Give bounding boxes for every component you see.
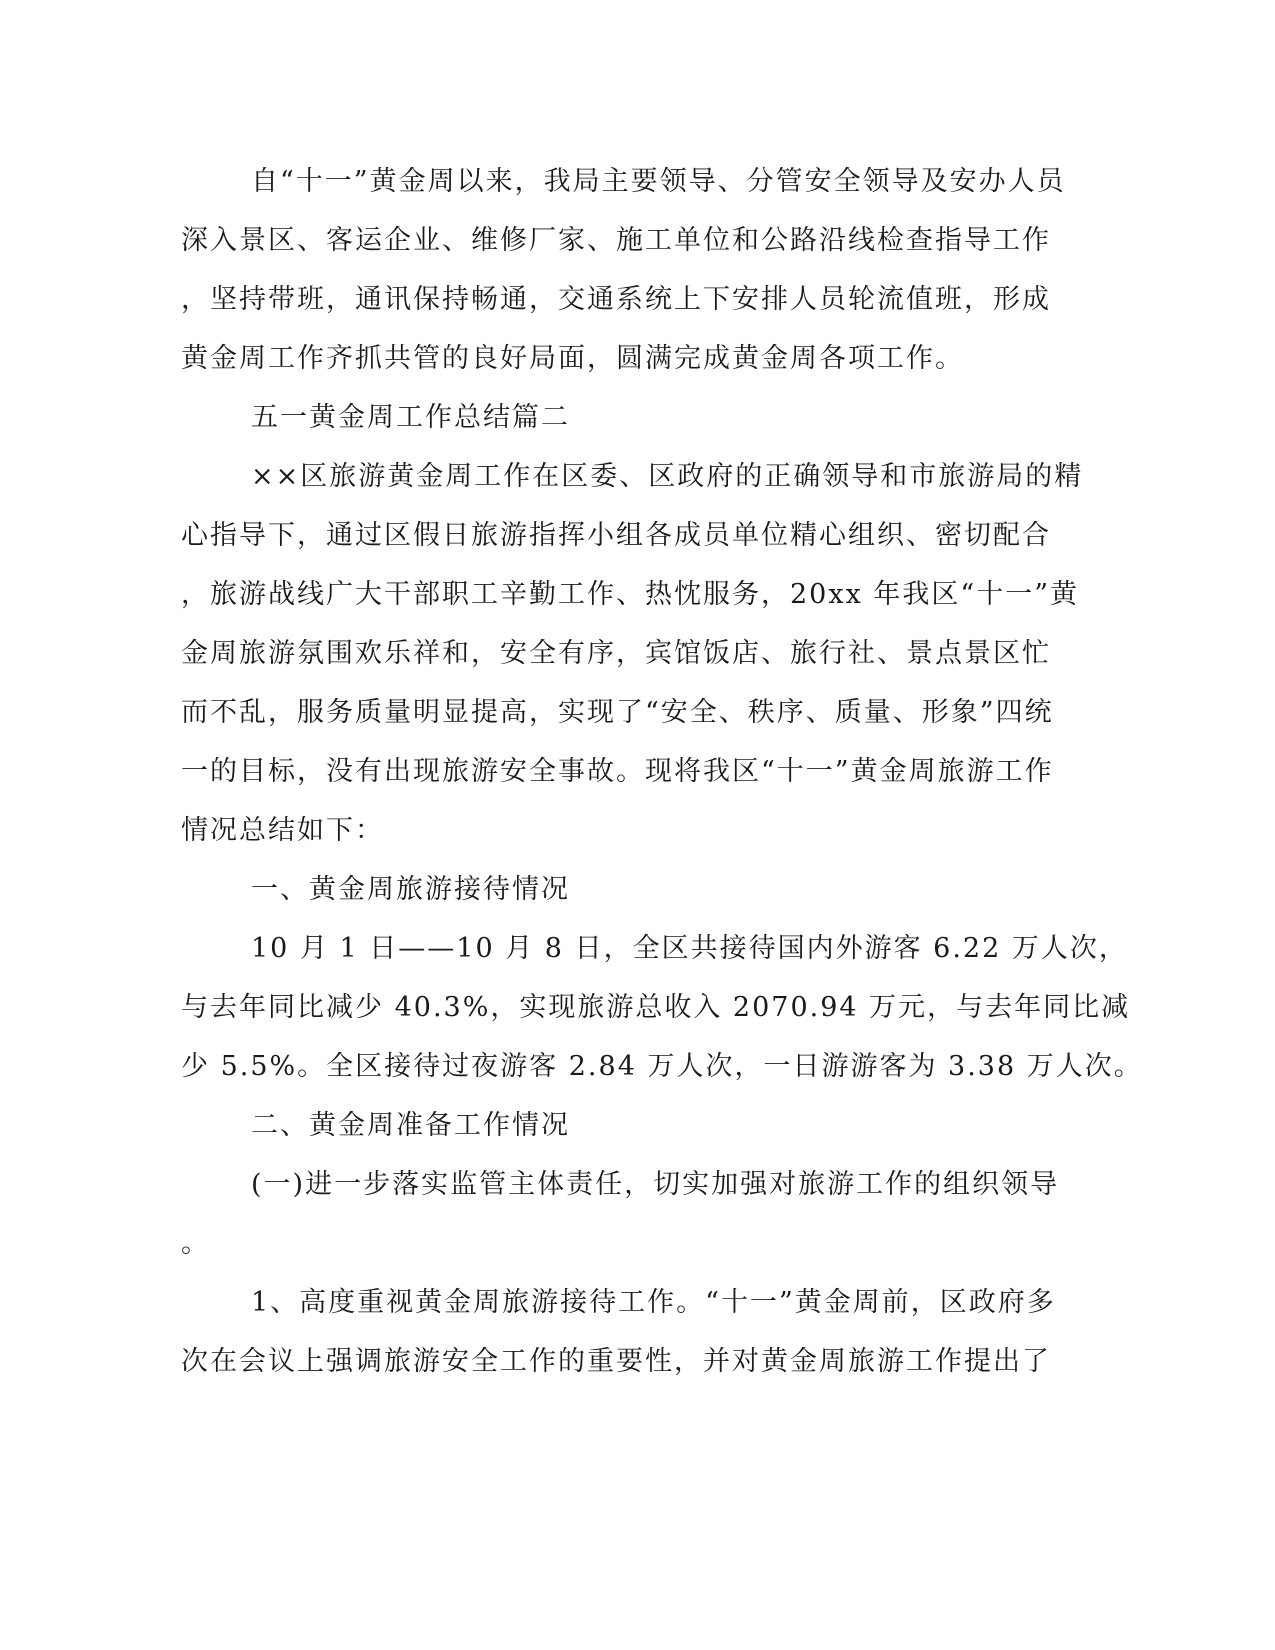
- paragraph-line: 金周旅游氛围欢乐祥和，安全有序，宾馆饭店、旅行社、景点景区忙: [181, 638, 1051, 669]
- paragraph-line: 次在会议上强调旅游安全工作的重要性，并对黄金周旅游工作提出了: [181, 1346, 1051, 1377]
- paragraph-line: 1、高度重视黄金周旅游接待工作。“十一”黄金周前，区政府多: [251, 1287, 1056, 1318]
- paragraph-line: 自“十一”黄金周以来，我局主要领导、分管安全领导及安办人员: [251, 166, 1066, 197]
- paragraph-line: 10 月 1 日——10 月 8 日，全区共接待国内外游客 6.22 万人次，: [251, 933, 1128, 964]
- paragraph-line: 少 5.5%。全区接待过夜游客 2.84 万人次，一日游游客为 3.38 万人次。: [181, 1051, 1143, 1082]
- paragraph-line: ，坚持带班，通讯保持畅通，交通系统上下安排人员轮流值班，形成: [181, 284, 1051, 315]
- section-heading: 二、黄金周准备工作情况: [251, 1110, 570, 1141]
- paragraph-line: 深入景区、客运企业、维修厂家、施工单位和公路沿线检查指导工作: [181, 225, 1051, 256]
- paragraph-line: 心指导下，通过区假日旅游指挥小组各成员单位精心组织、密切配合: [181, 520, 1051, 551]
- paragraph-line: ，旅游战线广大干部职工辛勤工作、热忱服务，20xx 年我区“十一”黄: [181, 579, 1079, 610]
- paragraph-line: 与去年同比减少 40.3%，实现旅游总收入 2070.94 万元，与去年同比减: [181, 992, 1131, 1023]
- paragraph-line: 。: [181, 1228, 210, 1259]
- section-heading: 一、黄金周旅游接待情况: [251, 874, 570, 905]
- paragraph-line: 情况总结如下：: [181, 815, 384, 846]
- paragraph-line: 黄金周工作齐抓共管的良好局面，圆满完成黄金周各项工作。: [181, 343, 964, 374]
- section-heading: 五一黄金周工作总结篇二: [251, 402, 570, 433]
- paragraph-line: (一)进一步落实监管主体责任，切实加强对旅游工作的组织领导: [251, 1169, 1060, 1200]
- paragraph-line: 一的目标，没有出现旅游安全事故。现将我区“十一”黄金周旅游工作: [181, 756, 1054, 787]
- paragraph-line: 而不乱，服务质量明显提高，实现了“安全、秩序、质量、形象”四统: [181, 697, 1054, 728]
- paragraph-line: ××区旅游黄金周工作在区委、区政府的正确领导和市旅游局的精: [251, 461, 1084, 492]
